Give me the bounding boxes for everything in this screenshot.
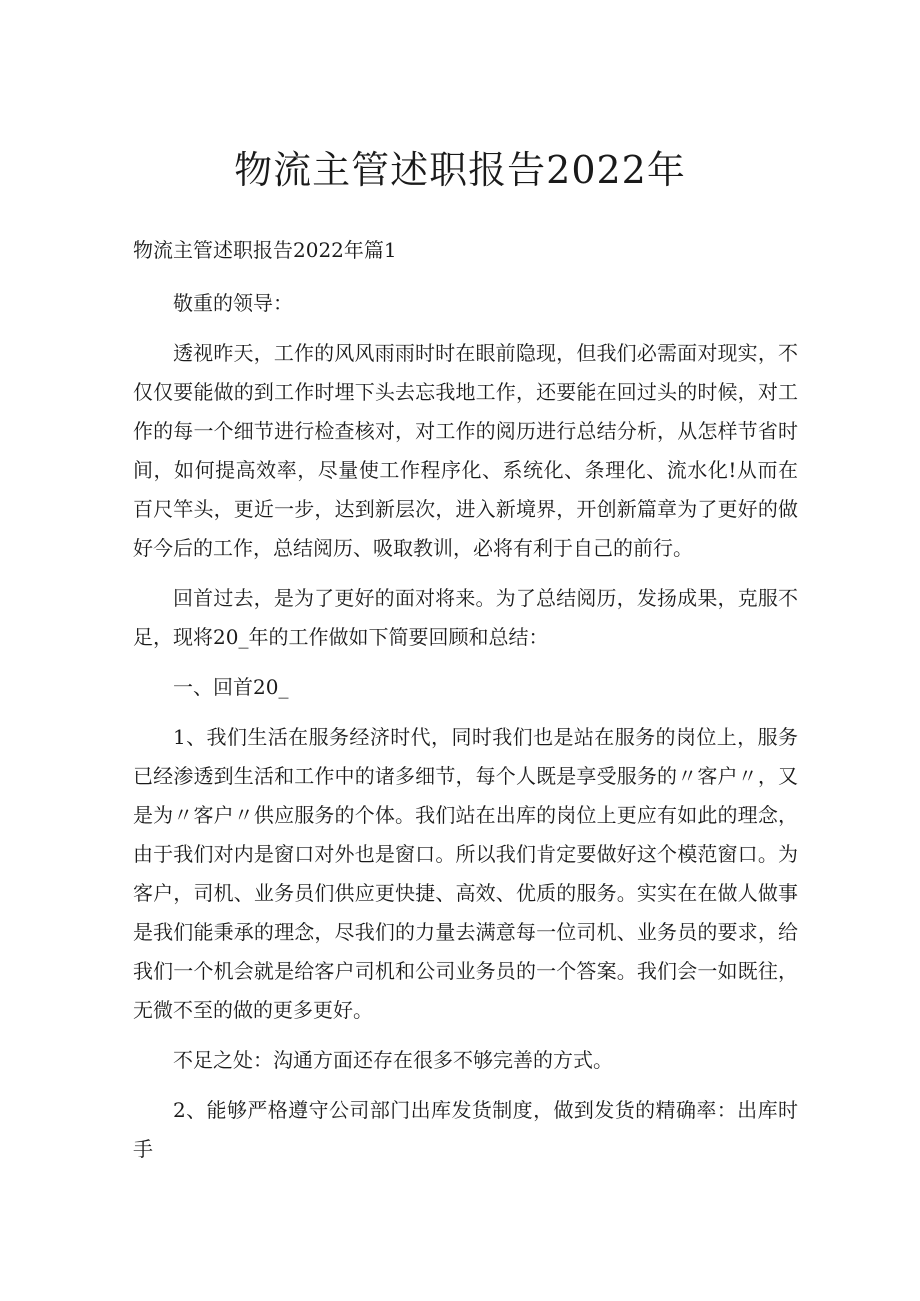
- document-title: 物流主管述职报告2022年: [234, 148, 686, 192]
- section-heading: 一、回首20_: [173, 675, 289, 699]
- paragraph: 1、我们生活在服务经济时代，同时我们也是站在服务的岗位上，服务已经渗透到生活和工作中的诸多细节，每个人既是享受服务的〃客户〃，又是为〃客户〃供应服务的个体。我们站在出库的岗位上更应有如此的理念，由于我们对内是窗口对外也是窗口。所以我们肯定要做好这个模范窗口。为客户，司机、业务员们供应更快捷、高效、优质的服务。实实在在做人做事是我们能秉承的理念，尽我们的力量去满意每一位司机、业务员的要求，给我们一个机会就是给客户司机和公司业务员的一个答案。我们会一如既往，无微不至的做的更多更好。: [133, 725, 798, 1022]
- document-subtitle: 物流主管述职报告2022年篇1: [133, 238, 397, 262]
- paragraph: 2、能够严格遵守公司部门出库发货制度，做到发货的精确率：出库时手: [133, 1098, 798, 1161]
- paragraph: 透视昨天，工作的风风雨雨时时在眼前隐现，但我们必需面对现实，不仅仅要能做的到工作时埋下头去忘我地工作，还要能在回过头的时候，对工作的每一个细节进行检查核对，对工作的阅历进行总结分析，从怎样节省时间，如何提高效率，尽量使工作程序化、系统化、条理化、流水化!从而在百尺竿头，更近一步，达到新层次，进入新境界，开创新篇章为了更好的做好今后的工作，总结阅历、吸取教训，必将有利于自己的前行。: [133, 341, 798, 560]
- paragraph: 回首过去，是为了更好的面对将来。为了总结阅历，发扬成果，克服不足，现将20_年的工作做如下简要回顾和总结：: [133, 586, 798, 649]
- greeting: 敬重的领导：: [173, 291, 293, 315]
- paragraph: 不足之处：沟通方面还存在很多不够完善的方式。: [173, 1048, 613, 1072]
- document-body: [133, 231, 798, 1180]
